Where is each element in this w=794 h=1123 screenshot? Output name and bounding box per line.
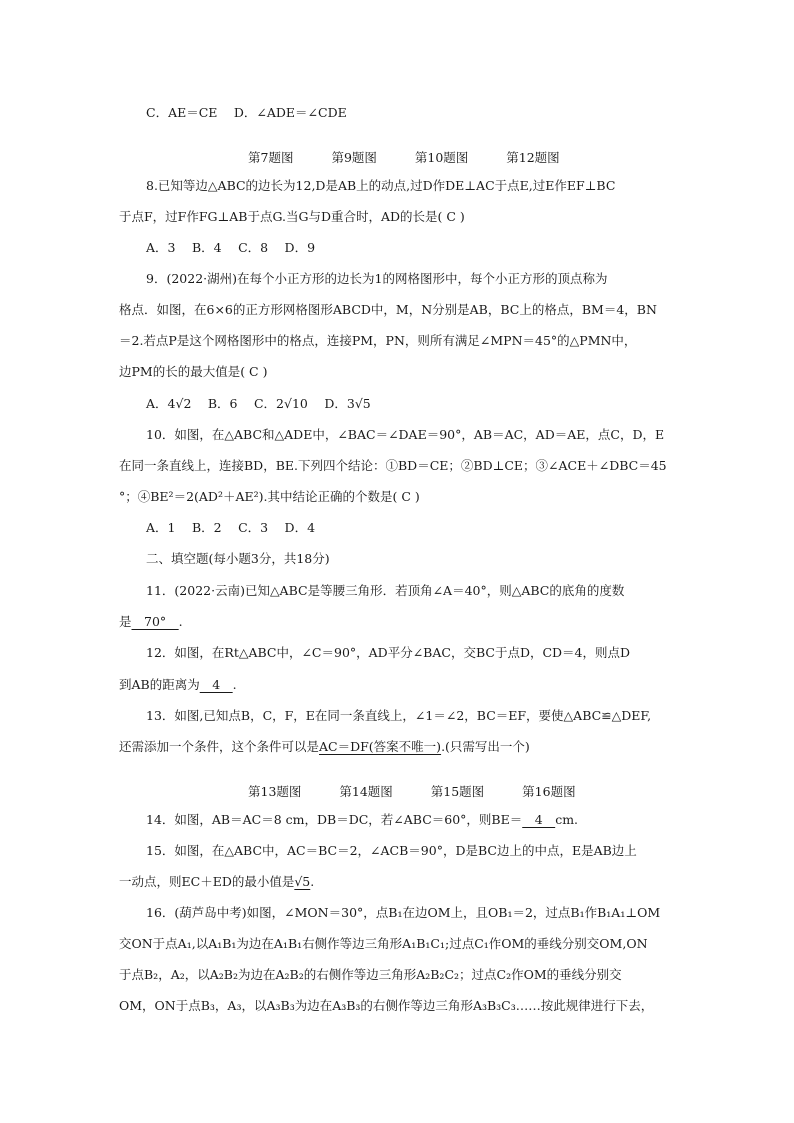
- q8-line-2: 于点F，过F作FG⊥AB于点G.当G与D重合时，AD的长是( C ): [119, 209, 465, 224]
- q11-answer: 70°: [131, 614, 179, 629]
- q10-line-3: °；④BE²＝2(AD²＋AE²).其中结论正确的个数是( C ): [119, 489, 420, 504]
- q16-line-4: OM，ON于点B₃，A₃，以A₃B₃为边在A₃B₃的右侧作等边三角形A₃B₃C₃……按此规律进行下去，: [119, 998, 654, 1013]
- q9-line-2: 格点．如图，在6×6的正方形网格图形ABCD中，M，N分别是AB，BC上的格点，BM＝4，BN: [119, 302, 657, 317]
- q12-answer: 4: [199, 677, 233, 692]
- caption-fig14: 第14题图: [339, 784, 393, 799]
- figure-captions-row-1: [248, 150, 594, 166]
- q15-line-1: 15．如图，在△ABC中，AC＝BC＝2，∠ACB＝90°，D是BC边上的中点，E是AB边上: [146, 843, 637, 858]
- q9-line-1: 9．(2022·湖州)在每个小正方形的边长为1的网格图形中，每个小正方形的顶点称为: [146, 271, 608, 286]
- q9-options: A．4√2 B．6 C．2√10 D．3√5: [146, 396, 371, 411]
- q14-line: 14．如图，AB＝AC＝8 cm，DB＝DC，若∠ABC＝60°，则BE＝ 4 cm.: [146, 812, 579, 827]
- q16-line-3: 于点B₂，A₂，以A₂B₂为边在A₂B₂的右侧作等边三角形A₂B₂C₂；过点C₂作OM的垂线分别交: [119, 967, 622, 982]
- q11-line-2: 是 70° .: [119, 614, 183, 629]
- caption-fig9: 第9题图: [331, 150, 377, 165]
- q10-line-2: 在同一条直线上，连接BD，BE.下列四个结论：①BD＝CE；②BD⊥CE；③∠ACE＋∠DBC＝45: [119, 458, 667, 473]
- section-heading-fill-blank: 二、填空题(每小题3分，共18分): [146, 551, 330, 566]
- q8-options: A．3 B．4 C．8 D．9: [146, 240, 316, 255]
- q13-line-1: 13．如图,已知点B，C，F，E在同一条直线上，∠1＝∠2，BC＝EF，要使△ABC≌△DEF,: [146, 708, 652, 723]
- q10-line-1: 10．如图，在△ABC和△ADE中，∠BAC＝∠DAE＝90°，AB＝AC，AD＝AE，点C，D，E: [146, 427, 665, 442]
- q12-line-2: 到AB的距离为 4 .: [119, 677, 237, 692]
- q12-line-1: 12．如图，在Rt△ABC中，∠C＝90°，AD平分∠BAC，交BC于点D，CD＝4，则点D: [146, 645, 631, 660]
- q13-answer: AC＝DF(答案不唯一): [319, 739, 442, 754]
- caption-fig16: 第16题图: [522, 784, 576, 799]
- q9-line-4: 边PM的长的最大值是( C ): [119, 364, 268, 379]
- figure-captions-row-2: [248, 784, 610, 800]
- q8-line-1: 8.已知等边△ABC的边长为12,D是AB上的动点,过D作DE⊥AC于点E,过E作EF⊥BC: [146, 178, 616, 193]
- q16-line-1: 16．(葫芦岛中考)如图，∠MON＝30°，点B₁在边OM上，且OB₁＝2，过点B₁作B₁A₁⊥OM: [146, 905, 661, 920]
- q14-answer: 4: [522, 812, 556, 827]
- q15-line-2: 一动点，则EC＋ED的最小值是√5.: [119, 874, 315, 889]
- caption-fig15: 第15题图: [430, 784, 485, 799]
- option-line-q7: C．AE＝CE D．∠ADE＝∠CDE: [146, 105, 347, 120]
- q9-line-3: ＝2.若点P是这个网格图形中的格点，连接PM，PN，则所有满足∠MPN＝45°的△PMN中，: [119, 333, 637, 348]
- caption-fig12: 第12题图: [506, 150, 560, 165]
- q11-line-1: 11．(2022·云南)已知△ABC是等腰三角形．若顶角∠A＝40°，则△ABC的底角的度数: [146, 583, 625, 598]
- q15-answer: √5: [294, 874, 311, 889]
- caption-fig10: 第10题图: [414, 150, 469, 165]
- caption-fig13: 第13题图: [248, 784, 302, 799]
- q10-options: A．1 B．2 C．3 D．4: [146, 520, 316, 535]
- q13-line-2: 还需添加一个条件，这个条件可以是AC＝DF(答案不唯一).(只需写出一个): [119, 739, 530, 754]
- q16-line-2: 交ON于点A₁,以A₁B₁为边在A₁B₁右侧作等边三角形A₁B₁C₁;过点C₁作OM的垂线分别交OM,ON: [119, 936, 648, 951]
- caption-fig7: 第7题图: [248, 150, 294, 165]
